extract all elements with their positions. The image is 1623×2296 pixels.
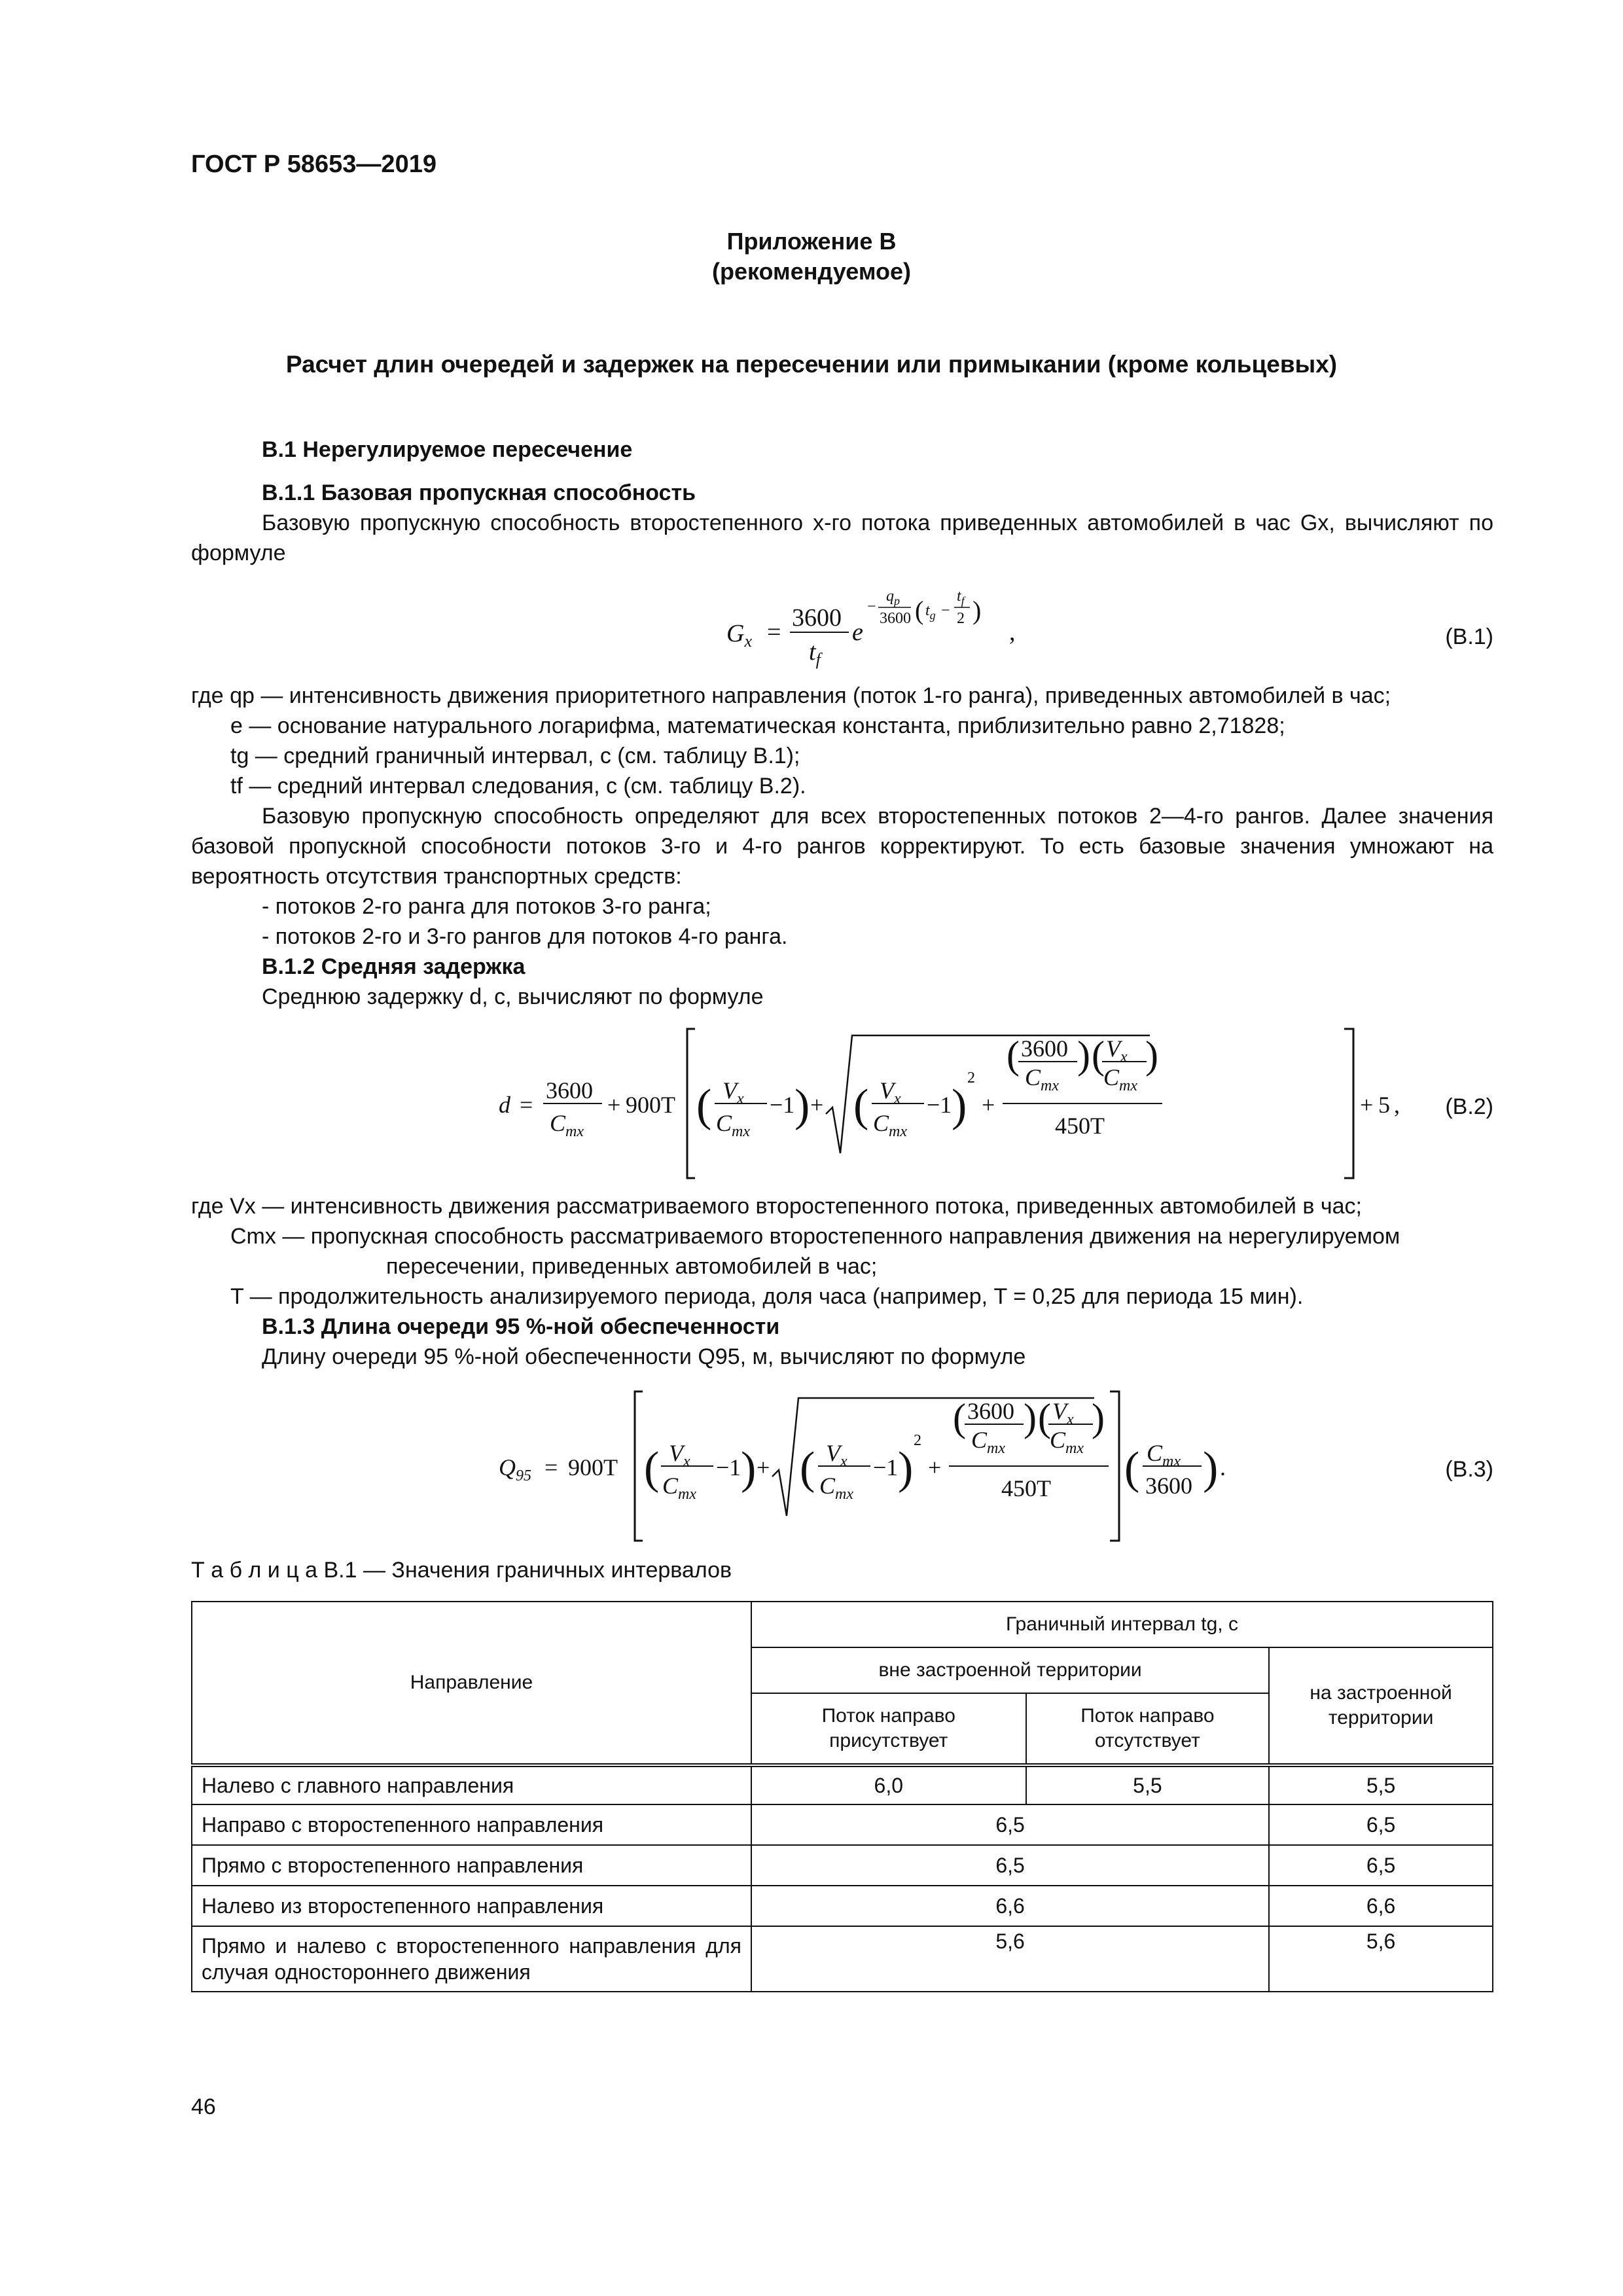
svg-text:+: +	[928, 1454, 942, 1480]
list-item-1: - потоков 2-го ранга для потоков 3-го ранга;	[262, 894, 711, 919]
formula-b3	[191, 1385, 1493, 1549]
svg-text:(: (	[1092, 1033, 1105, 1077]
svg-text:=: =	[544, 1454, 558, 1480]
svg-text:,: ,	[1394, 1092, 1400, 1118]
table-b1	[191, 1601, 1493, 1992]
svg-text:,: ,	[1009, 619, 1016, 646]
list-item-2: - потоков 2-го и 3-го рангов для потоков 4-го ранга.	[262, 924, 788, 949]
equation-number-b3: (В.3)	[1445, 1457, 1493, 1482]
svg-text:): )	[1092, 1396, 1105, 1439]
header-boundary-interval: Граничный интервал tg, с	[751, 1602, 1493, 1647]
exp-3600: 3600	[880, 610, 911, 627]
svg-text:450T: 450T	[1055, 1113, 1105, 1139]
svg-text:d: d	[499, 1092, 510, 1118]
svg-text:Vx: $V_x$	[1052, 1398, 1074, 1428]
svg-text:): )	[898, 1443, 914, 1494]
where-tg: tg — средний граничный интервал, с (см. таблицу В.1);	[230, 744, 800, 768]
row-value-ab: 6,5	[751, 1845, 1269, 1886]
where-cmx-cont: пересечении, приведенных автомобилей в час;	[386, 1254, 878, 1279]
svg-text:−1: −1	[927, 1092, 952, 1118]
formula-b2-graphic	[191, 1022, 1493, 1186]
svg-text:−1: −1	[873, 1454, 899, 1480]
svg-text:.: .	[1220, 1454, 1226, 1480]
gx-symbol: $G_x$	[726, 620, 752, 651]
document-code: ГОСТ Р 58653—2019	[191, 151, 437, 178]
row-direction: Налево из второстепенного направления	[192, 1886, 751, 1926]
svg-text:Cmx: $C_{mx}$	[716, 1110, 750, 1140]
svg-text:(: (	[644, 1443, 660, 1494]
svg-text:+: +	[1360, 1092, 1374, 1118]
svg-text:+: +	[757, 1454, 770, 1480]
svg-text:−1: −1	[770, 1092, 795, 1118]
section-b1-heading: В.1 Нерегулируемое пересечение	[262, 437, 633, 462]
where-tf: tf — средний интервал следования, с (см. таблицу В.2).	[230, 774, 806, 798]
header-right-absent: Поток направо отсутствует	[1026, 1693, 1270, 1765]
row-value-c: 6,6	[1269, 1886, 1493, 1926]
header-direction: Направление	[192, 1602, 751, 1765]
section-b13-text: Длину очереди 95 %-ной обеспеченности Q95, м, вычисляют по формуле	[262, 1344, 1026, 1369]
page-number: 46	[191, 2094, 216, 2119]
svg-text:(: (	[953, 1396, 966, 1439]
row-direction: Налево с главного направления	[192, 1765, 751, 1804]
where-qp: где qp — интенсивность движения приоритетного направления (поток 1-го ранга), приведенных автомобилей в час;	[191, 683, 1391, 708]
svg-text:450T: 450T	[1001, 1475, 1051, 1501]
table-caption: Т а б л и ц а В.1 — Значения граничных интервалов	[191, 1558, 732, 1583]
row-value-c: 6,5	[1269, 1845, 1493, 1886]
svg-text:Vx: $V_x$	[1106, 1035, 1128, 1066]
table-row	[192, 1804, 1493, 1845]
section-b11-heading: В.1.1 Базовая пропускная способность	[262, 480, 696, 505]
svg-text:tg: $t_g$	[925, 602, 936, 622]
row-value-c: 5,5	[1269, 1765, 1493, 1804]
svg-text:(: (	[1007, 1033, 1020, 1077]
svg-text:Cmx: $C_{mx}$	[550, 1110, 584, 1140]
svg-text:Vx: $V_x$	[669, 1440, 690, 1470]
appendix-subtitle: (рекомендуемое)	[712, 258, 911, 285]
svg-text:−: −	[867, 598, 876, 615]
svg-text:Cmx: $C_{mx}$	[819, 1473, 853, 1503]
svg-text:tf: $t_f$	[957, 588, 965, 607]
svg-text:): )	[1203, 1443, 1219, 1494]
equation-number-b2: (В.2)	[1445, 1094, 1493, 1119]
header-inside-area: на застроенной территории	[1269, 1647, 1493, 1765]
svg-text:): )	[741, 1443, 757, 1494]
formula-b3-graphic	[191, 1385, 1493, 1549]
svg-text:=: =	[520, 1092, 533, 1118]
svg-text:2: 2	[914, 1432, 921, 1449]
row-direction: Направо с второстепенного направления	[192, 1804, 751, 1845]
row-value-b: 5,5	[1026, 1765, 1270, 1804]
row-direction: Прямо и налево с второстепенного направления для случая одностороннего движения	[192, 1926, 751, 1992]
svg-text:+: +	[810, 1092, 824, 1118]
row-value-c: 5,6	[1269, 1926, 1493, 1992]
row-value-ab: 6,6	[751, 1886, 1269, 1926]
formula-b1-den: $t_f$	[809, 638, 821, 669]
svg-text:(: (	[1124, 1443, 1140, 1494]
svg-text:Cmx: $C_{mx}$	[971, 1427, 1005, 1457]
header-outside-area: вне застроенной территории	[751, 1647, 1269, 1693]
table-row	[192, 1845, 1493, 1886]
svg-text:−: −	[941, 602, 950, 619]
svg-text:qp: $q_p$	[886, 588, 900, 607]
row-value-ab: 6,5	[751, 1804, 1269, 1845]
svg-text:Cmx: $C_{mx}$	[662, 1473, 696, 1503]
svg-text:3600: 3600	[1021, 1035, 1068, 1062]
svg-text:900T: 900T	[626, 1092, 675, 1118]
svg-text:Cmx: $C_{mx}$	[1147, 1440, 1181, 1470]
svg-text:Cmx: $C_{mx}$	[873, 1110, 907, 1140]
svg-text:Vx: $V_x$	[722, 1077, 744, 1107]
svg-text:−1: −1	[716, 1454, 741, 1480]
svg-text:): )	[1145, 1033, 1158, 1077]
svg-text:Vx: $V_x$	[880, 1077, 901, 1107]
table-row	[192, 1886, 1493, 1926]
equals-sign: =	[767, 619, 781, 646]
table-row	[192, 1926, 1493, 1992]
svg-text:3600: 3600	[546, 1077, 593, 1103]
svg-text:): )	[952, 1081, 967, 1131]
svg-text:+: +	[607, 1092, 621, 1118]
main-title: Расчет длин очередей и задержек на пересечении или примыкании (кроме кольцевых)	[285, 351, 1338, 378]
svg-text:Vx: $V_x$	[826, 1440, 847, 1470]
section-b12-heading: В.1.2 Средняя задержка	[262, 954, 526, 979]
svg-text:3600: 3600	[1145, 1473, 1192, 1499]
where-e: e — основание натурального логарифма, математическая константа, приблизительно равно 2,71828;	[230, 713, 1285, 738]
svg-text:): )	[1077, 1033, 1090, 1077]
svg-text:(: (	[800, 1443, 815, 1494]
paragraph-base-capacity: Базовую пропускную способность определяют для всех второстепенных потоков 2—4-го рангов. Далее значения базовой пропускной способности потоков 3-го и 4-го рангов корректируют. То есть базовые значения умножают на вероятность отсутствия транспортных средств:	[191, 804, 1493, 889]
table-row	[192, 1765, 1493, 1804]
svg-text:(: (	[1038, 1396, 1051, 1439]
svg-text:Q95: $Q_{95}$	[499, 1454, 531, 1484]
svg-text:900T: 900T	[568, 1454, 618, 1480]
svg-text:5: 5	[1378, 1092, 1390, 1118]
row-value-ab: 5,6	[751, 1926, 1269, 1992]
svg-text:): )	[972, 596, 982, 625]
svg-text:Cmx: $C_{mx}$	[1025, 1064, 1059, 1094]
section-b11-text: Базовую пропускную способность второстепенного x-го потока приведенных автомобилей в час Gx, вычисляют по формуле	[191, 511, 1493, 565]
section-b13-heading: В.1.3 Длина очереди 95 %-ной обеспеченности	[262, 1314, 780, 1339]
svg-text:+: +	[982, 1092, 995, 1118]
formula-b2	[191, 1022, 1493, 1186]
row-value-a: 6,0	[751, 1765, 1026, 1804]
formula-b1-graphic	[191, 576, 1493, 674]
svg-text:(: (	[915, 596, 924, 625]
where-vx: где Vx — интенсивность движения рассматриваемого второстепенного потока, приведенных автомобилей в час;	[191, 1194, 1362, 1219]
exp-base: e	[852, 619, 863, 646]
svg-text:Cmx: $C_{mx}$	[1050, 1427, 1084, 1457]
svg-text:2: 2	[967, 1069, 975, 1086]
svg-text:(: (	[696, 1081, 712, 1131]
svg-text:(: (	[853, 1081, 869, 1131]
svg-text:3600: 3600	[967, 1398, 1014, 1424]
svg-text:2: 2	[957, 610, 965, 627]
formula-b1	[191, 576, 1493, 674]
where-t: T — продолжительность анализируемого периода, доля часа (например, T = 0,25 для периода 15 мин).	[230, 1284, 1304, 1309]
formula-b1-num: 3600	[792, 604, 842, 632]
where-cmx: Cmx — пропускная способность рассматриваемого второстепенного направления движения на нерегулируемом	[230, 1224, 1400, 1249]
svg-text:): )	[1024, 1396, 1037, 1439]
row-direction: Прямо с второстепенного направления	[192, 1845, 751, 1886]
svg-text:): )	[794, 1081, 810, 1131]
section-b12-text: Среднюю задержку d, с, вычисляют по формуле	[262, 984, 764, 1009]
header-right-present: Поток направо присутствует	[751, 1693, 1026, 1765]
equation-number-b1: (В.1)	[1445, 624, 1493, 649]
appendix-title: Приложение В	[726, 228, 897, 255]
svg-text:Cmx: $C_{mx}$	[1103, 1064, 1137, 1094]
row-value-c: 6,5	[1269, 1804, 1493, 1845]
